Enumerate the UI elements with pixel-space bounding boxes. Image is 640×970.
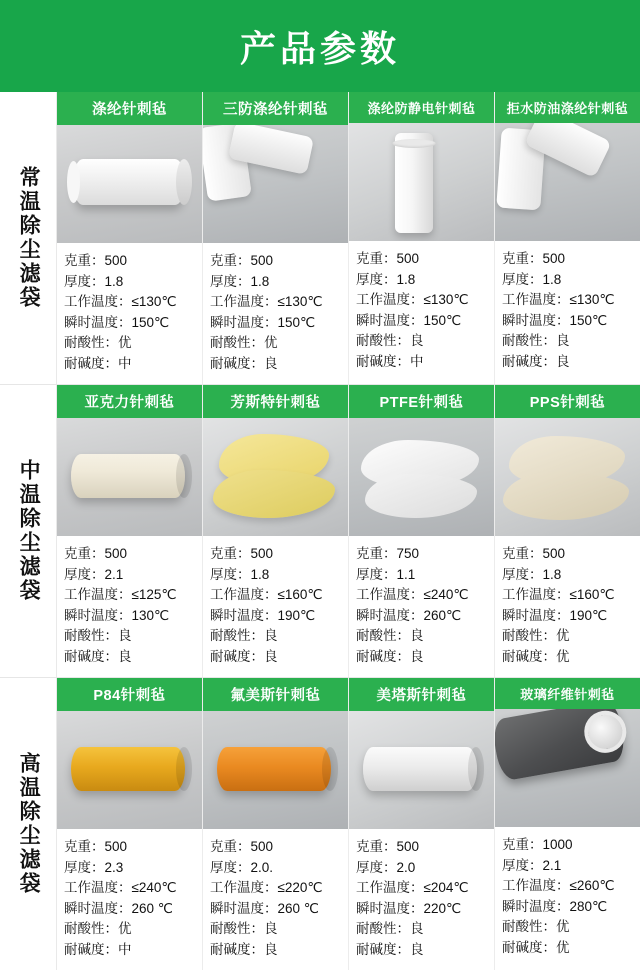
product-title: 氟美斯针刺毡 bbox=[203, 678, 348, 711]
product-photo bbox=[203, 711, 348, 829]
product-card[interactable] bbox=[348, 678, 494, 970]
spec-instant-temp: 瞬时温度：130℃ bbox=[64, 607, 170, 623]
spec-work-temp: 工作温度：≤130℃ bbox=[210, 294, 323, 310]
page-title: 产品参数 bbox=[239, 27, 400, 69]
product-photo bbox=[57, 125, 202, 243]
product-title: 芳斯特针刺毡 bbox=[203, 385, 348, 418]
product-card[interactable] bbox=[494, 92, 640, 384]
section-label-text: 中温除尘滤袋 bbox=[17, 459, 41, 604]
spec-instant-temp: 瞬时温度：150℃ bbox=[210, 314, 316, 330]
product-specs bbox=[57, 829, 202, 970]
spec-alkali: 耐碱度：中 bbox=[64, 941, 132, 957]
product-card-group bbox=[57, 678, 640, 970]
product-card[interactable] bbox=[57, 92, 202, 384]
spec-work-temp: 工作温度：≤204℃ bbox=[356, 880, 469, 896]
product-card[interactable] bbox=[348, 92, 494, 384]
white-horizontal-filter-bag-icon bbox=[73, 159, 185, 205]
product-card-group bbox=[57, 92, 640, 384]
spec-gram: 克重：500 bbox=[210, 253, 274, 268]
product-specs bbox=[495, 536, 640, 677]
product-card[interactable] bbox=[57, 678, 202, 970]
spec-thickness: 厚度：1.8 bbox=[64, 273, 124, 289]
product-photo bbox=[203, 418, 348, 536]
spec-gram: 克重：500 bbox=[356, 839, 420, 855]
product-specs bbox=[495, 827, 640, 968]
spec-acid: 耐酸性：优 bbox=[64, 921, 132, 937]
dark-glassfibre-filter-bag-icon bbox=[495, 709, 627, 782]
product-title: 三防涤纶针刺毡 bbox=[203, 92, 348, 125]
product-specs bbox=[203, 243, 348, 384]
spec-thickness: 厚度：1.8 bbox=[356, 271, 416, 287]
spec-instant-temp: 瞬时温度：260 ℃ bbox=[64, 900, 173, 916]
cream-fabric-pile-icon bbox=[503, 472, 629, 520]
product-specs bbox=[57, 536, 202, 677]
spec-gram: 克重：750 bbox=[356, 546, 420, 562]
product-card[interactable] bbox=[202, 92, 348, 384]
spec-acid: 耐酸性：优 bbox=[502, 628, 570, 644]
section-high-temperature bbox=[0, 678, 640, 970]
product-title: 玻璃纤维针刺毡 bbox=[495, 678, 640, 709]
spec-work-temp: 工作温度：≤240℃ bbox=[356, 587, 469, 603]
product-title: P84针刺毡 bbox=[57, 678, 202, 711]
yellow-fabric-pile-icon bbox=[213, 470, 335, 518]
spec-gram: 克重：500 bbox=[502, 251, 566, 266]
spec-work-temp: 工作温度：≤220℃ bbox=[210, 880, 323, 896]
product-photo bbox=[57, 418, 202, 536]
spec-thickness: 厚度：1.1 bbox=[356, 566, 416, 582]
white-fabric-pile-icon bbox=[365, 474, 477, 518]
white-vertical-filter-bag-icon bbox=[395, 133, 433, 233]
orange-horizontal-filter-bag-icon bbox=[217, 747, 331, 791]
spec-alkali: 耐碱度：中 bbox=[356, 353, 424, 369]
yellow-horizontal-filter-bag-icon bbox=[71, 747, 185, 791]
spec-work-temp: 工作温度：≤260℃ bbox=[502, 878, 615, 894]
product-specs bbox=[203, 829, 348, 970]
spec-instant-temp: 瞬时温度：150℃ bbox=[356, 312, 462, 328]
section-normal-temperature bbox=[0, 92, 640, 385]
product-photo bbox=[203, 125, 348, 243]
spec-acid: 耐酸性：良 bbox=[356, 333, 424, 349]
product-photo bbox=[495, 123, 640, 241]
spec-gram: 克重：500 bbox=[64, 546, 128, 562]
spec-acid: 耐酸性：良 bbox=[64, 628, 132, 644]
spec-gram: 克重：500 bbox=[210, 546, 274, 562]
spec-gram: 克重：500 bbox=[64, 839, 128, 855]
spec-gram: 克重：500 bbox=[64, 253, 128, 268]
spec-work-temp: 工作温度：≤130℃ bbox=[502, 292, 615, 308]
product-title: PTFE针刺毡 bbox=[349, 385, 494, 418]
spec-work-temp: 工作温度：≤130℃ bbox=[356, 292, 469, 308]
section-label bbox=[0, 385, 57, 677]
lightgrey-horizontal-filter-bag-icon bbox=[363, 747, 477, 791]
product-title: 拒水防油涤纶针刺毡 bbox=[495, 92, 640, 123]
spec-acid: 耐酸性：优 bbox=[502, 919, 570, 935]
spec-gram: 克重：500 bbox=[210, 839, 274, 855]
product-specs bbox=[349, 536, 494, 677]
white-bent-filter-bag-icon bbox=[203, 125, 311, 209]
spec-thickness: 厚度：2.1 bbox=[64, 566, 124, 582]
product-photo bbox=[57, 711, 202, 829]
spec-acid: 耐酸性：优 bbox=[210, 335, 278, 351]
spec-thickness: 厚度：2.3 bbox=[64, 859, 124, 875]
spec-instant-temp: 瞬时温度：190℃ bbox=[210, 607, 316, 623]
spec-alkali: 耐碱度：中 bbox=[64, 355, 132, 371]
spec-alkali: 耐碱度：良 bbox=[502, 353, 570, 369]
spec-instant-temp: 瞬时温度：150℃ bbox=[502, 312, 608, 328]
product-card[interactable] bbox=[494, 385, 640, 677]
spec-instant-temp: 瞬时温度：190℃ bbox=[502, 607, 608, 623]
spec-acid: 耐酸性：优 bbox=[64, 335, 132, 351]
spec-alkali: 耐碱度：良 bbox=[356, 941, 424, 957]
product-photo bbox=[349, 418, 494, 536]
spec-work-temp: 工作温度：≤160℃ bbox=[502, 587, 615, 603]
spec-gram: 克重：1000 bbox=[502, 837, 573, 853]
product-title: 亚克力针刺毡 bbox=[57, 385, 202, 418]
product-specs bbox=[349, 241, 494, 382]
product-title: 美塔斯针刺毡 bbox=[349, 678, 494, 711]
spec-acid: 耐酸性：良 bbox=[502, 333, 570, 349]
spec-acid: 耐酸性：良 bbox=[356, 628, 424, 644]
spec-thickness: 厚度：1.8 bbox=[502, 271, 562, 287]
spec-acid: 耐酸性：良 bbox=[210, 921, 278, 937]
spec-thickness: 厚度：2.1 bbox=[502, 857, 562, 873]
page-header-banner bbox=[0, 0, 640, 92]
product-card[interactable] bbox=[57, 385, 202, 677]
product-specs bbox=[349, 829, 494, 970]
parameters-table bbox=[0, 92, 640, 970]
product-photo bbox=[495, 418, 640, 536]
section-label-text: 高温除尘滤袋 bbox=[17, 752, 41, 897]
section-label-text: 常温除尘滤袋 bbox=[17, 166, 41, 311]
white-folded-filter-bag-icon bbox=[495, 123, 603, 207]
spec-alkali: 耐碱度：良 bbox=[356, 648, 424, 664]
product-photo bbox=[349, 123, 494, 241]
spec-work-temp: 工作温度：≤130℃ bbox=[64, 294, 177, 310]
spec-gram: 克重：500 bbox=[502, 546, 566, 562]
product-photo bbox=[495, 709, 640, 827]
section-label bbox=[0, 678, 57, 970]
product-specs bbox=[495, 241, 640, 382]
spec-alkali: 耐碱度：优 bbox=[502, 648, 570, 664]
product-title: 涤纶防静电针刺毡 bbox=[349, 92, 494, 123]
product-specs bbox=[203, 536, 348, 677]
spec-instant-temp: 瞬时温度：280℃ bbox=[502, 898, 608, 914]
spec-acid: 耐酸性：良 bbox=[210, 628, 278, 644]
spec-thickness: 厚度：2.0 bbox=[356, 859, 416, 875]
product-title: PPS针刺毡 bbox=[495, 385, 640, 418]
spec-alkali: 耐碱度：良 bbox=[210, 941, 278, 957]
spec-thickness: 厚度：1.8 bbox=[502, 566, 562, 582]
spec-thickness: 厚度：2.0. bbox=[210, 859, 274, 875]
spec-work-temp: 工作温度：≤125℃ bbox=[64, 587, 177, 603]
spec-gram: 克重：500 bbox=[356, 251, 420, 266]
product-title: 涤纶针刺毡 bbox=[57, 92, 202, 125]
cream-horizontal-filter-bag-icon bbox=[71, 454, 185, 498]
spec-instant-temp: 瞬时温度：220℃ bbox=[356, 900, 462, 916]
spec-work-temp: 工作温度：≤160℃ bbox=[210, 587, 323, 603]
spec-alkali: 耐碱度：良 bbox=[64, 648, 132, 664]
spec-acid: 耐酸性：良 bbox=[356, 921, 424, 937]
product-card-group bbox=[57, 385, 640, 677]
spec-alkali: 耐碱度：优 bbox=[502, 939, 570, 955]
section-medium-temperature bbox=[0, 385, 640, 678]
product-photo bbox=[349, 711, 494, 829]
spec-thickness: 厚度：1.8 bbox=[210, 273, 270, 289]
spec-alkali: 耐碱度：良 bbox=[210, 648, 278, 664]
product-card[interactable] bbox=[494, 678, 640, 970]
product-card[interactable] bbox=[202, 678, 348, 970]
spec-instant-temp: 瞬时温度：260 ℃ bbox=[210, 900, 319, 916]
product-card[interactable] bbox=[202, 385, 348, 677]
product-specs bbox=[57, 243, 202, 384]
spec-instant-temp: 瞬时温度：260℃ bbox=[356, 607, 462, 623]
spec-alkali: 耐碱度：良 bbox=[210, 355, 278, 371]
spec-work-temp: 工作温度：≤240℃ bbox=[64, 880, 177, 896]
product-card[interactable] bbox=[348, 385, 494, 677]
spec-thickness: 厚度：1.8 bbox=[210, 566, 270, 582]
section-label bbox=[0, 92, 57, 384]
spec-instant-temp: 瞬时温度：150℃ bbox=[64, 314, 170, 330]
